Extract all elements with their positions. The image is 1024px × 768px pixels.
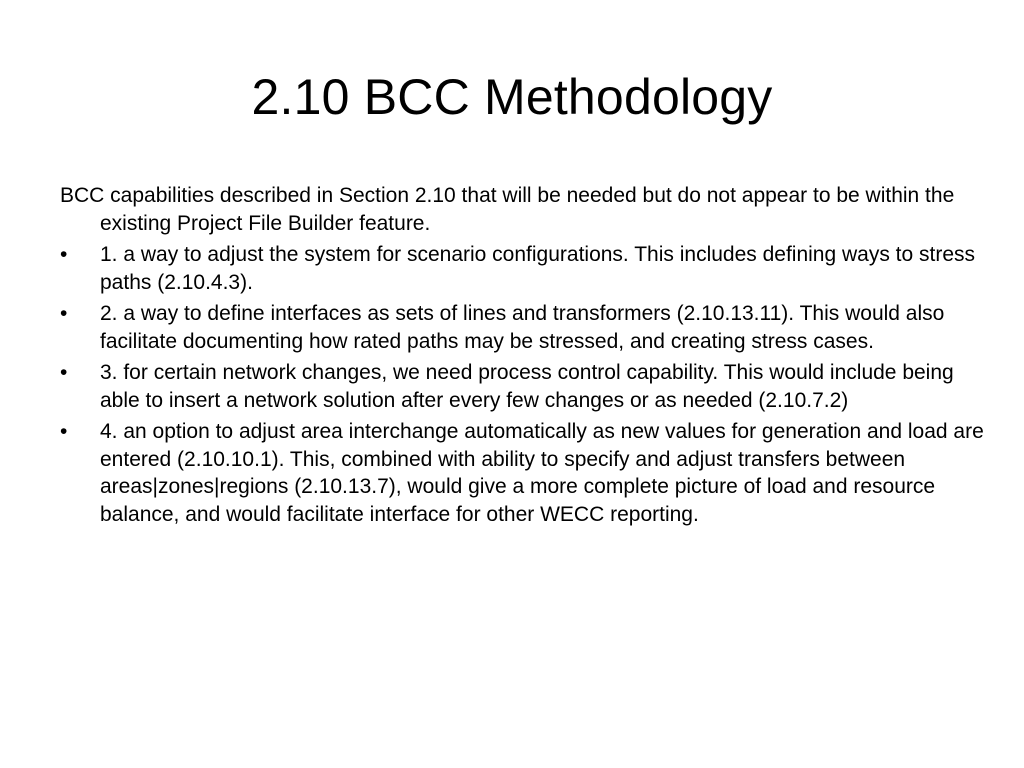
bullet-list xyxy=(60,241,990,528)
bullet-dot-icon: • xyxy=(60,243,68,266)
bullet-dot-icon: • xyxy=(60,361,68,384)
bullet-item xyxy=(60,241,990,296)
bullet-dot-icon: • xyxy=(60,420,68,443)
bullet-text: 3. for certain network changes, we need process control capability. This would include being able to insert a network solution after every few changes or as needed (2.10.7.2) xyxy=(100,361,954,412)
intro-paragraph: BCC capabilities described in Section 2.10 that will be needed but do not appear to be within the existing Project File Builder feature. xyxy=(60,184,955,235)
bullet-item xyxy=(60,359,990,414)
bullet-text: 2. a way to define interfaces as sets of lines and transformers (2.10.13.11). This would also facilitate documenting how rated paths may be stressed, and creating stress cases. xyxy=(100,302,945,353)
bullet-item xyxy=(60,418,990,528)
bullet-text: 1. a way to adjust the system for scenario configurations. This includes defining ways to stress paths (2.10.4.3). xyxy=(100,243,976,294)
bullet-item xyxy=(60,300,990,355)
bullet-dot-icon: • xyxy=(60,302,68,325)
slide-body xyxy=(60,182,990,532)
slide-title: 2.10 BCC Methodology xyxy=(251,69,773,125)
bullet-text: 4. an option to adjust area interchange automatically as new values for generation and load are entered (2.10.10.1). This, combined with ability to specify and adjust transfers between areas|zones|regions (2.10.13.7), would give a more complete picture of load and resource balance, and would facilitate interface for other WECC reporting. xyxy=(100,420,984,526)
